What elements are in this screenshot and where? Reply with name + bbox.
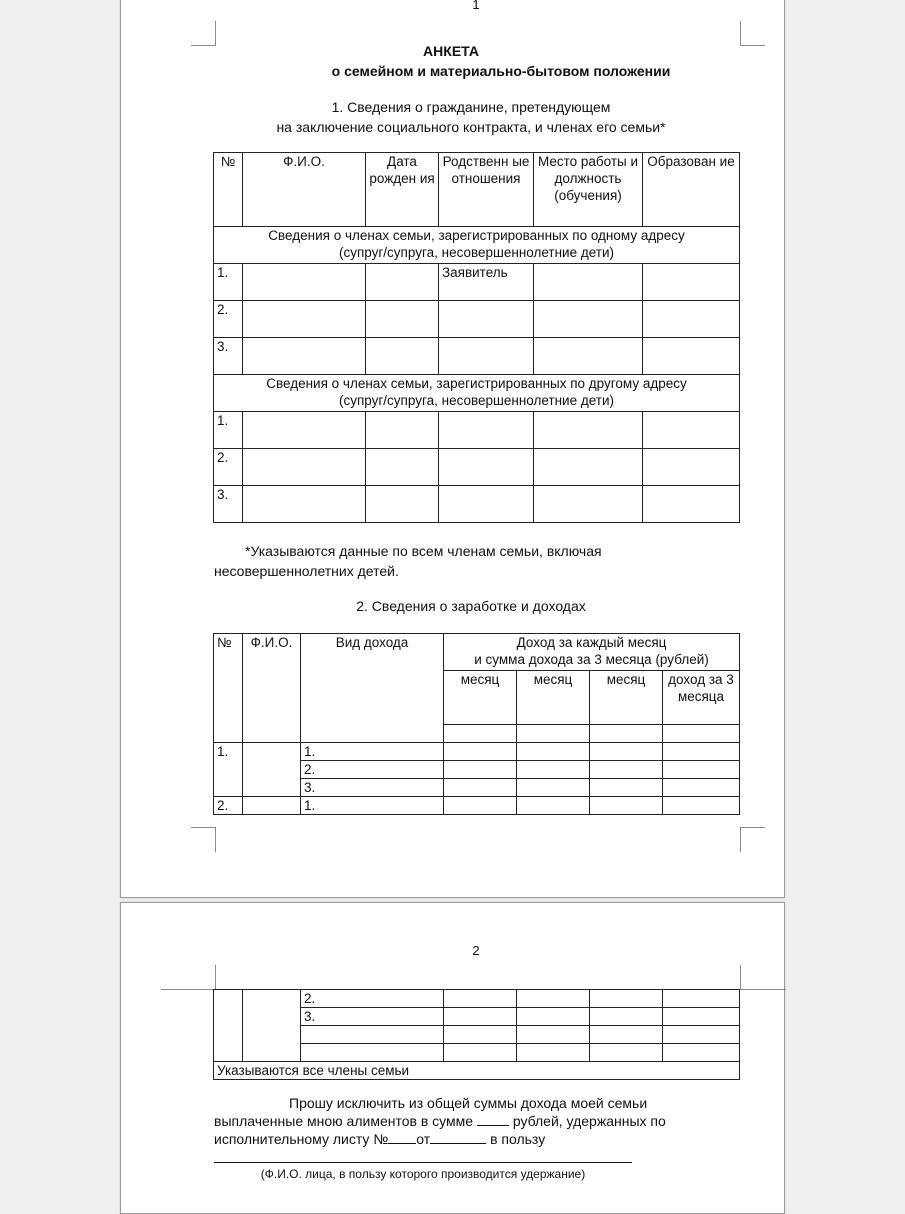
section1-title-line1: 1. Сведения о гражданине, претендующем	[331, 99, 611, 115]
month-cell[interactable]	[517, 1044, 590, 1062]
income-type-cell[interactable]	[301, 1026, 444, 1044]
footnote-line1: *Указываются данные по всем членам семьи, включая	[245, 543, 602, 559]
margin-corner-bottom-left	[191, 827, 216, 852]
fio-cell[interactable]	[243, 743, 301, 797]
row-num: 3.	[214, 486, 243, 523]
month-cell[interactable]	[590, 1008, 663, 1026]
group2-header	[214, 375, 740, 412]
header-fio: Ф.И.О.	[243, 153, 366, 227]
month-cell[interactable]	[517, 1008, 590, 1026]
request-line3-text-a: исполнительному листу №	[214, 1131, 389, 1147]
total-cell[interactable]	[663, 1008, 740, 1026]
birthdate-cell[interactable]	[366, 449, 439, 486]
total-cell[interactable]	[663, 725, 740, 743]
birthdate-cell[interactable]	[366, 486, 439, 523]
month-cell[interactable]	[517, 743, 590, 761]
table-row	[214, 990, 740, 1008]
alimony-amount-blank[interactable]	[477, 1113, 509, 1126]
income-type-cell[interactable]: 3.	[301, 1008, 444, 1026]
header-month-2: месяц	[517, 671, 590, 725]
month-cell[interactable]	[444, 725, 517, 743]
margin-corner-top-left	[191, 965, 216, 990]
workplace-cell[interactable]	[534, 338, 643, 375]
table-row	[214, 338, 740, 375]
education-cell[interactable]	[643, 412, 740, 449]
row-num: 1.	[214, 264, 243, 301]
fio-cell[interactable]	[243, 301, 366, 338]
relation-cell[interactable]	[439, 338, 534, 375]
table-footer: Указываются все члены семьи	[214, 1062, 740, 1080]
month-cell[interactable]	[590, 743, 663, 761]
group1-header-line2: (супруг/супруга, несовершеннолетние дети)	[338, 245, 615, 260]
header-relation: Родственн ые отношения	[439, 153, 534, 227]
section1-title-line2: на заключение социального контракта, и членах его семьи*	[276, 119, 666, 135]
group-header-row	[214, 227, 740, 264]
total-cell[interactable]	[663, 1044, 740, 1062]
education-cell[interactable]	[643, 486, 740, 523]
writ-date-blank[interactable]	[430, 1131, 486, 1144]
document-title: АНКЕТА	[423, 43, 479, 59]
row-num: 3.	[214, 338, 243, 375]
relation-cell[interactable]	[439, 486, 534, 523]
month-cell[interactable]	[444, 1026, 517, 1044]
month-cell[interactable]	[590, 725, 663, 743]
page-number: 1	[472, 0, 480, 12]
group2-header-line2: (супруг/супруга, несовершеннолетние дети)	[338, 393, 615, 408]
table-row	[214, 301, 740, 338]
birthdate-cell[interactable]	[366, 338, 439, 375]
table-row	[214, 486, 740, 523]
fio-cell[interactable]	[243, 486, 366, 523]
row-num	[214, 990, 243, 1062]
total-cell[interactable]	[663, 743, 740, 761]
document-page-1	[120, 0, 785, 898]
row-num: 1.	[214, 743, 243, 797]
relation-cell[interactable]	[439, 301, 534, 338]
document-page-2	[120, 902, 785, 1214]
month-cell[interactable]	[444, 743, 517, 761]
header-total: доход за 3 месяца	[663, 671, 740, 725]
relation-cell[interactable]: Заявитель	[439, 264, 534, 301]
margin-corner-bottom-right	[740, 827, 765, 852]
row-num: 2.	[214, 797, 243, 815]
month-cell[interactable]	[590, 761, 663, 779]
page-number: 2	[472, 943, 480, 958]
header-education: Образован ие	[643, 153, 740, 227]
header-income-line2: и сумма дохода за 3 месяца (рублей)	[474, 652, 709, 667]
request-line1: Прошу исключить из общей суммы дохода моей семьи	[289, 1095, 648, 1111]
table-header-row	[214, 634, 740, 671]
fio-cell[interactable]	[243, 449, 366, 486]
request-line3-text-c: в пользу	[490, 1131, 546, 1147]
request-line2-text-a: выплаченные мною алиментов в сумме	[214, 1113, 474, 1129]
birthdate-cell[interactable]	[366, 264, 439, 301]
row-num: 2.	[214, 449, 243, 486]
education-cell[interactable]	[643, 301, 740, 338]
month-cell[interactable]	[517, 797, 590, 815]
total-cell[interactable]	[663, 797, 740, 815]
workplace-cell[interactable]	[534, 412, 643, 449]
month-cell[interactable]	[590, 779, 663, 797]
education-cell[interactable]	[643, 264, 740, 301]
request-line2-text-b: рублей, удержанных по	[512, 1113, 666, 1129]
month-cell[interactable]	[590, 1026, 663, 1044]
group2-header-line1: Сведения о членах семьи, зарегистрированных по другому адресу	[266, 376, 687, 391]
fio-cell[interactable]	[243, 338, 366, 375]
table-footer-row	[214, 1062, 740, 1080]
table-row	[214, 797, 740, 815]
month-cell[interactable]	[517, 779, 590, 797]
income-type-cell[interactable]: 1.	[301, 797, 444, 815]
header-month-1: месяц	[444, 671, 517, 725]
margin-corner-top-right	[740, 21, 765, 46]
education-cell[interactable]	[643, 449, 740, 486]
margin-corner-top-right	[740, 965, 765, 990]
month-cell[interactable]	[517, 725, 590, 743]
income-type-cell[interactable]: 2.	[301, 990, 444, 1008]
row-num: 1.	[214, 412, 243, 449]
education-cell[interactable]	[643, 338, 740, 375]
header-birthdate: Дата рожден ия	[366, 153, 439, 227]
writ-number-blank[interactable]	[388, 1131, 416, 1144]
month-cell[interactable]	[444, 1044, 517, 1062]
header-workplace: Место работы и должность (обучения)	[534, 153, 643, 227]
group-header-row	[214, 375, 740, 412]
total-cell[interactable]	[663, 779, 740, 797]
total-cell[interactable]	[663, 990, 740, 1008]
fio-cell[interactable]	[243, 412, 366, 449]
month-cell[interactable]	[517, 1026, 590, 1044]
income-type-cell[interactable]: 1.	[301, 743, 444, 761]
relation-cell[interactable]	[439, 412, 534, 449]
workplace-cell[interactable]	[534, 264, 643, 301]
group1-header-line1: Сведения о членах семьи, зарегистрированных по одному адресу	[268, 228, 685, 243]
month-cell[interactable]	[590, 1044, 663, 1062]
month-cell[interactable]	[444, 990, 517, 1008]
document-subtitle: о семейном и материально-бытовом положении	[331, 63, 671, 79]
total-cell[interactable]	[663, 761, 740, 779]
income-type-cell[interactable]: 3.	[301, 779, 444, 797]
month-cell[interactable]	[444, 797, 517, 815]
workplace-cell[interactable]	[534, 486, 643, 523]
month-cell[interactable]	[444, 1008, 517, 1026]
request-line3-text-b: от	[416, 1131, 431, 1147]
margin-corner-top-left	[191, 21, 216, 46]
header-fio: Ф.И.О.	[243, 634, 301, 743]
header-num: №	[214, 153, 243, 227]
income-table-continued	[213, 989, 740, 1080]
month-cell[interactable]	[590, 797, 663, 815]
income-type-cell[interactable]	[301, 1044, 444, 1062]
month-cell[interactable]	[590, 990, 663, 1008]
month-cell[interactable]	[517, 761, 590, 779]
header-month-3: месяц	[590, 671, 663, 725]
header-income-line1: Доход за каждый месяц	[516, 635, 667, 650]
footnote-line2: несовершеннолетних детей.	[214, 563, 399, 579]
header-num: №	[214, 634, 243, 743]
table-row	[214, 264, 740, 301]
income-type-cell[interactable]: 2.	[301, 761, 444, 779]
header-income	[444, 634, 740, 671]
relation-cell[interactable]	[439, 449, 534, 486]
request-line2	[214, 1111, 666, 1131]
table-row	[214, 743, 740, 761]
beneficiary-caption: (Ф.И.О. лица, в пользу которого производится удержание)	[260, 1167, 586, 1181]
workplace-cell[interactable]	[534, 301, 643, 338]
table-row	[214, 449, 740, 486]
request-line3	[214, 1129, 545, 1149]
row-num: 2.	[214, 301, 243, 338]
month-cell[interactable]	[444, 779, 517, 797]
month-cell[interactable]	[444, 761, 517, 779]
family-members-table	[213, 152, 740, 523]
table-header-row	[214, 153, 740, 227]
workplace-cell[interactable]	[534, 449, 643, 486]
fio-cell[interactable]	[243, 990, 301, 1062]
total-cell[interactable]	[663, 1026, 740, 1044]
group1-header	[214, 227, 740, 264]
fio-cell[interactable]	[243, 264, 366, 301]
fio-cell[interactable]	[243, 797, 301, 815]
header-income-type: Вид дохода	[301, 634, 444, 743]
section2-title: 2. Сведения о заработке и доходах	[356, 598, 586, 614]
birthdate-cell[interactable]	[366, 412, 439, 449]
beneficiary-name-line[interactable]	[214, 1162, 632, 1163]
month-cell[interactable]	[517, 990, 590, 1008]
table-row	[214, 412, 740, 449]
birthdate-cell[interactable]	[366, 301, 439, 338]
income-table	[213, 633, 740, 815]
